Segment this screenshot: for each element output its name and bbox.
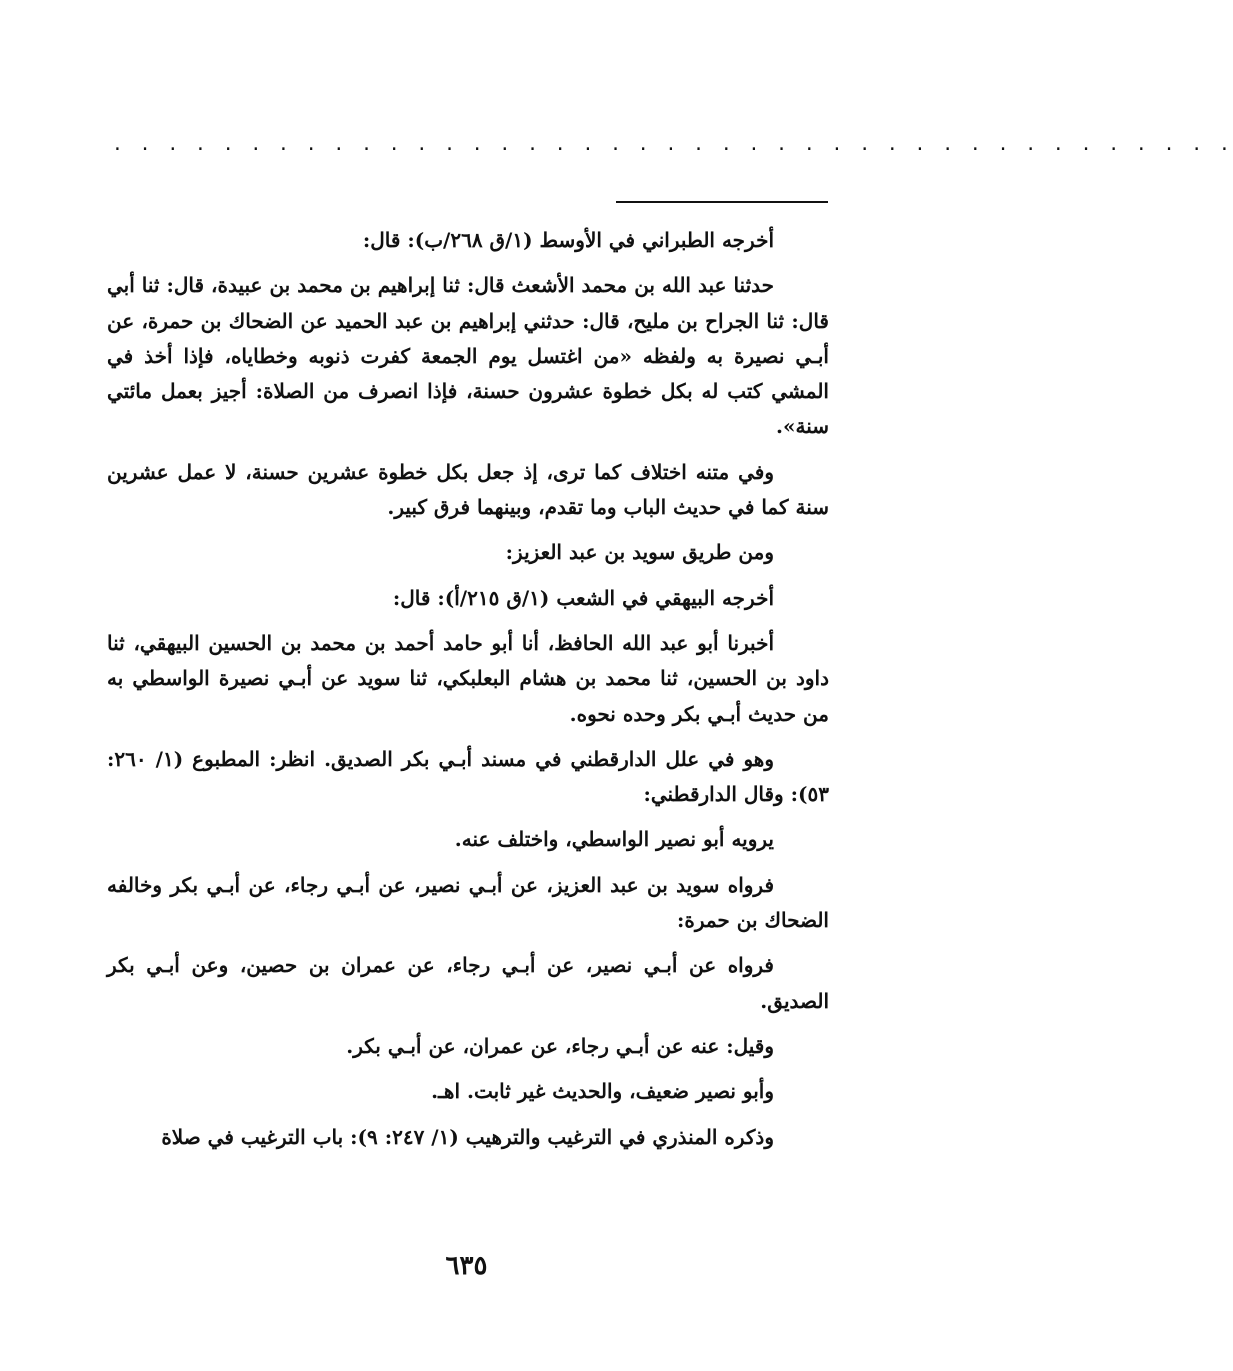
page-number: ٦٣٥ [445, 1251, 488, 1281]
paragraph: حدثنا عبد الله بن محمد الأشعث قال: ثنا إبراهيم بن محمد بن عبيدة، قال: ثنا أبي قال: ثنا الجراح بن مليح، قال: حدثني إبراهيم بن عبد الحميد عن الضحاك بن حمرة، عن أبـي نصيرة به ولفظه «من اغتسل يوم الجمعة كفرت ذنوبه وخطاياه، فإذا أخذ في المشي كتب له بكل خطوة عشرون حسنة، فإذا انصرف من الصلاة: أجيز بعمل مائتي سنة». [107, 273, 829, 439]
footnote-text [107, 223, 829, 1165]
paragraph: وفي متنه اختلاف كما ترى، إذ جعل بكل خطوة عشرين حسنة، لا عمل عشرين سنة كما في حديث الباب وما تقدم، وبينهما فرق كبير. [107, 459, 829, 520]
paragraph: أخرجه الطبراني في الأوسط (١/ق ٢٦٨/ب): قال: [362, 228, 774, 252]
footnote-separator-rule [616, 201, 828, 203]
paragraph: فرواه عن أبـي نصير، عن أبـي رجاء، عن عمران بن حصين، وعن أبـي بكر الصديق. [107, 953, 829, 1013]
paragraph: أخرجه البيهقي في الشعب (١/ق ٢١٥/أ): قال: [392, 585, 774, 610]
paragraph: وقيل: عنه عن أبـي رجاء، عن عمران، عن أبـي بكر. [346, 1033, 774, 1058]
paragraph: فرواه سويد بن عبد العزيز، عن أبـي نصير، عن أبـي رجاء، عن أبـي بكر وخالفه الضحاك بن حمرة: [107, 872, 829, 933]
paragraph: ومن طريق سويد بن عبد العزيز: [505, 540, 774, 565]
paragraph: وهو في علل الدارقطني في مسند أبـي بكر الصديق. انظر: المطبوع (١/ ٢٦٠: ٥٣): وقال الدارقطني: [107, 746, 829, 807]
paragraph: وأبو نصير ضعيف، والحديث غير ثابت. اهـ. [431, 1079, 774, 1104]
paragraph: يرويه أبو نصير الواسطي، واختلف عنه. [454, 827, 774, 852]
footnote-dotted-divider: . . . . . . . . . . . . . . . . . . . . . . . . . . . . . . . . . . . . . . . . . [112, 134, 1233, 155]
paragraph: أخبرنا أبو عبد الله الحافظ، أنا أبو حامد أحمد بن محمد بن الحسين البيهقي، ثنا داود بن الحسين، ثنا محمد بن هشام البعلبكي، ثنا سويد عن أبـي نصيرة الواسطي به من حديث أبـي بكر وحده نحوه. [107, 630, 829, 726]
paragraph: وذكره المنذري في الترغيب والترهيب (١/ ٢٤٧: ٩): باب الترغيب في صلاة [161, 1124, 774, 1149]
